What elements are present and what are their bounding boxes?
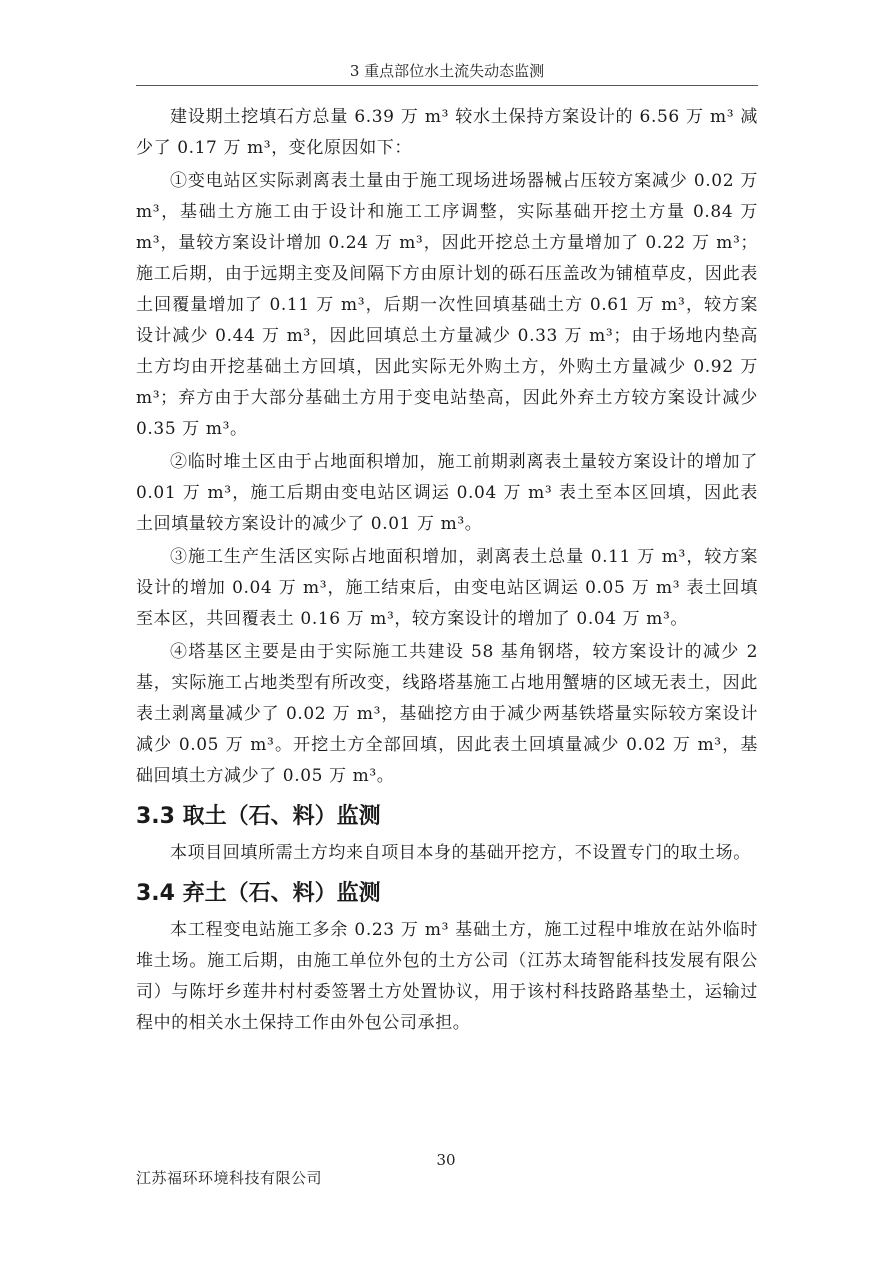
paragraph-spoil-monitoring: 本工程变电站施工多余 0.23 万 m³ 基础土方，施工过程中堆放在站外临时堆土场。施工后期，由施工单位外包的土方公司（江苏太琦智能科技发展有限公司）与陈圩乡莲井村村委签署土方处置协议，用于该村科技路路基垫土，运输过程中的相关水土保持工作由外包公司承担。 [136,920,758,1033]
footer-company: 江苏福环环境科技有限公司 [136,1169,323,1187]
paragraph-substation-area: ①变电站区实际剥离表土量由于施工现场进场器械占压较方案减少 0.02 万 m³，基础土方施工由于设计和施工工序调整，实际基础开挖土方量 0.84 万 m³，量较方案设计增加 0.24 万 m³，因此开挖总土方量增加了 0.22 万 m³；施工后期，由于远期主变及间隔下方由原计划的砾石压盖改为铺植草皮，因此表土回覆量增加了 0.11 万 m³，后期一次性回填基础土方 0.61 万 m³，较方案设计减少 0.44 万 m³，因此回填总土方量减少 0.33 万 m³；由于场地内垫高土方均由开挖基础土方回填，因此实际无外购土方，外购土方量减少 0.92 万 m³；弃方由于大部分基础土方用于变电站垫高，因此外弃土方较方案设计减少 0.35 万 m³。 [136,171,758,439]
paragraph-construction-living-area: ③施工生产生活区实际占地面积增加，剥离表土总量 0.11 万 m³，较方案设计的增加 0.04 万 m³，施工结束后，由变电站区调运 0.05 万 m³ 表土回填至本区，共回覆表土 0.16 万 m³，较方案设计的增加了 0.04 万 m³。 [136,547,758,629]
section-heading-3-3: 3.3 取土（石、料）监测 [136,804,381,829]
paragraph-tower-base-area: ④塔基区主要是由于实际施工共建设 58 基角钢塔，较方案设计的减少 2 基，实际施工占地类型有所改变，线路塔基施工占地用蟹塘的区域无表土，因此表土剥离量减少了 0.02 万 m³，基础挖方由于减少两基铁塔量实际较方案设计减少 0.05 万 m³。开挖土方全部回填，因此表土回填量减少 0.02 万 m³，基础回填土方减少了 0.05 万 m³。 [136,642,758,786]
section-heading-3-4: 3.4 弃土（石、料）监测 [136,881,381,906]
paragraph-summary: 建设期土挖填石方总量 6.39 万 m³ 较水土保持方案设计的 6.56 万 m³ 减少了 0.17 万 m³，变化原因如下： [136,107,758,158]
paragraph-borrow-monitoring: 本项目回填所需土方均来自项目本身的基础开挖方，不设置专门的取土场。 [170,843,751,863]
page-number: 30 [436,1151,456,1169]
running-header: 3 重点部位水土流失动态监测 [136,60,758,86]
page-content [136,102,758,1039]
paragraph-temporary-stockpile: ②临时堆土区由于占地面积增加，施工前期剥离表土量较方案设计的增加了 0.01 万 m³，施工后期由变电站区调运 0.04 万 m³ 表土至本区回填，因此表土回填量较方案设计的减少了 0.01 万 m³。 [136,452,758,534]
